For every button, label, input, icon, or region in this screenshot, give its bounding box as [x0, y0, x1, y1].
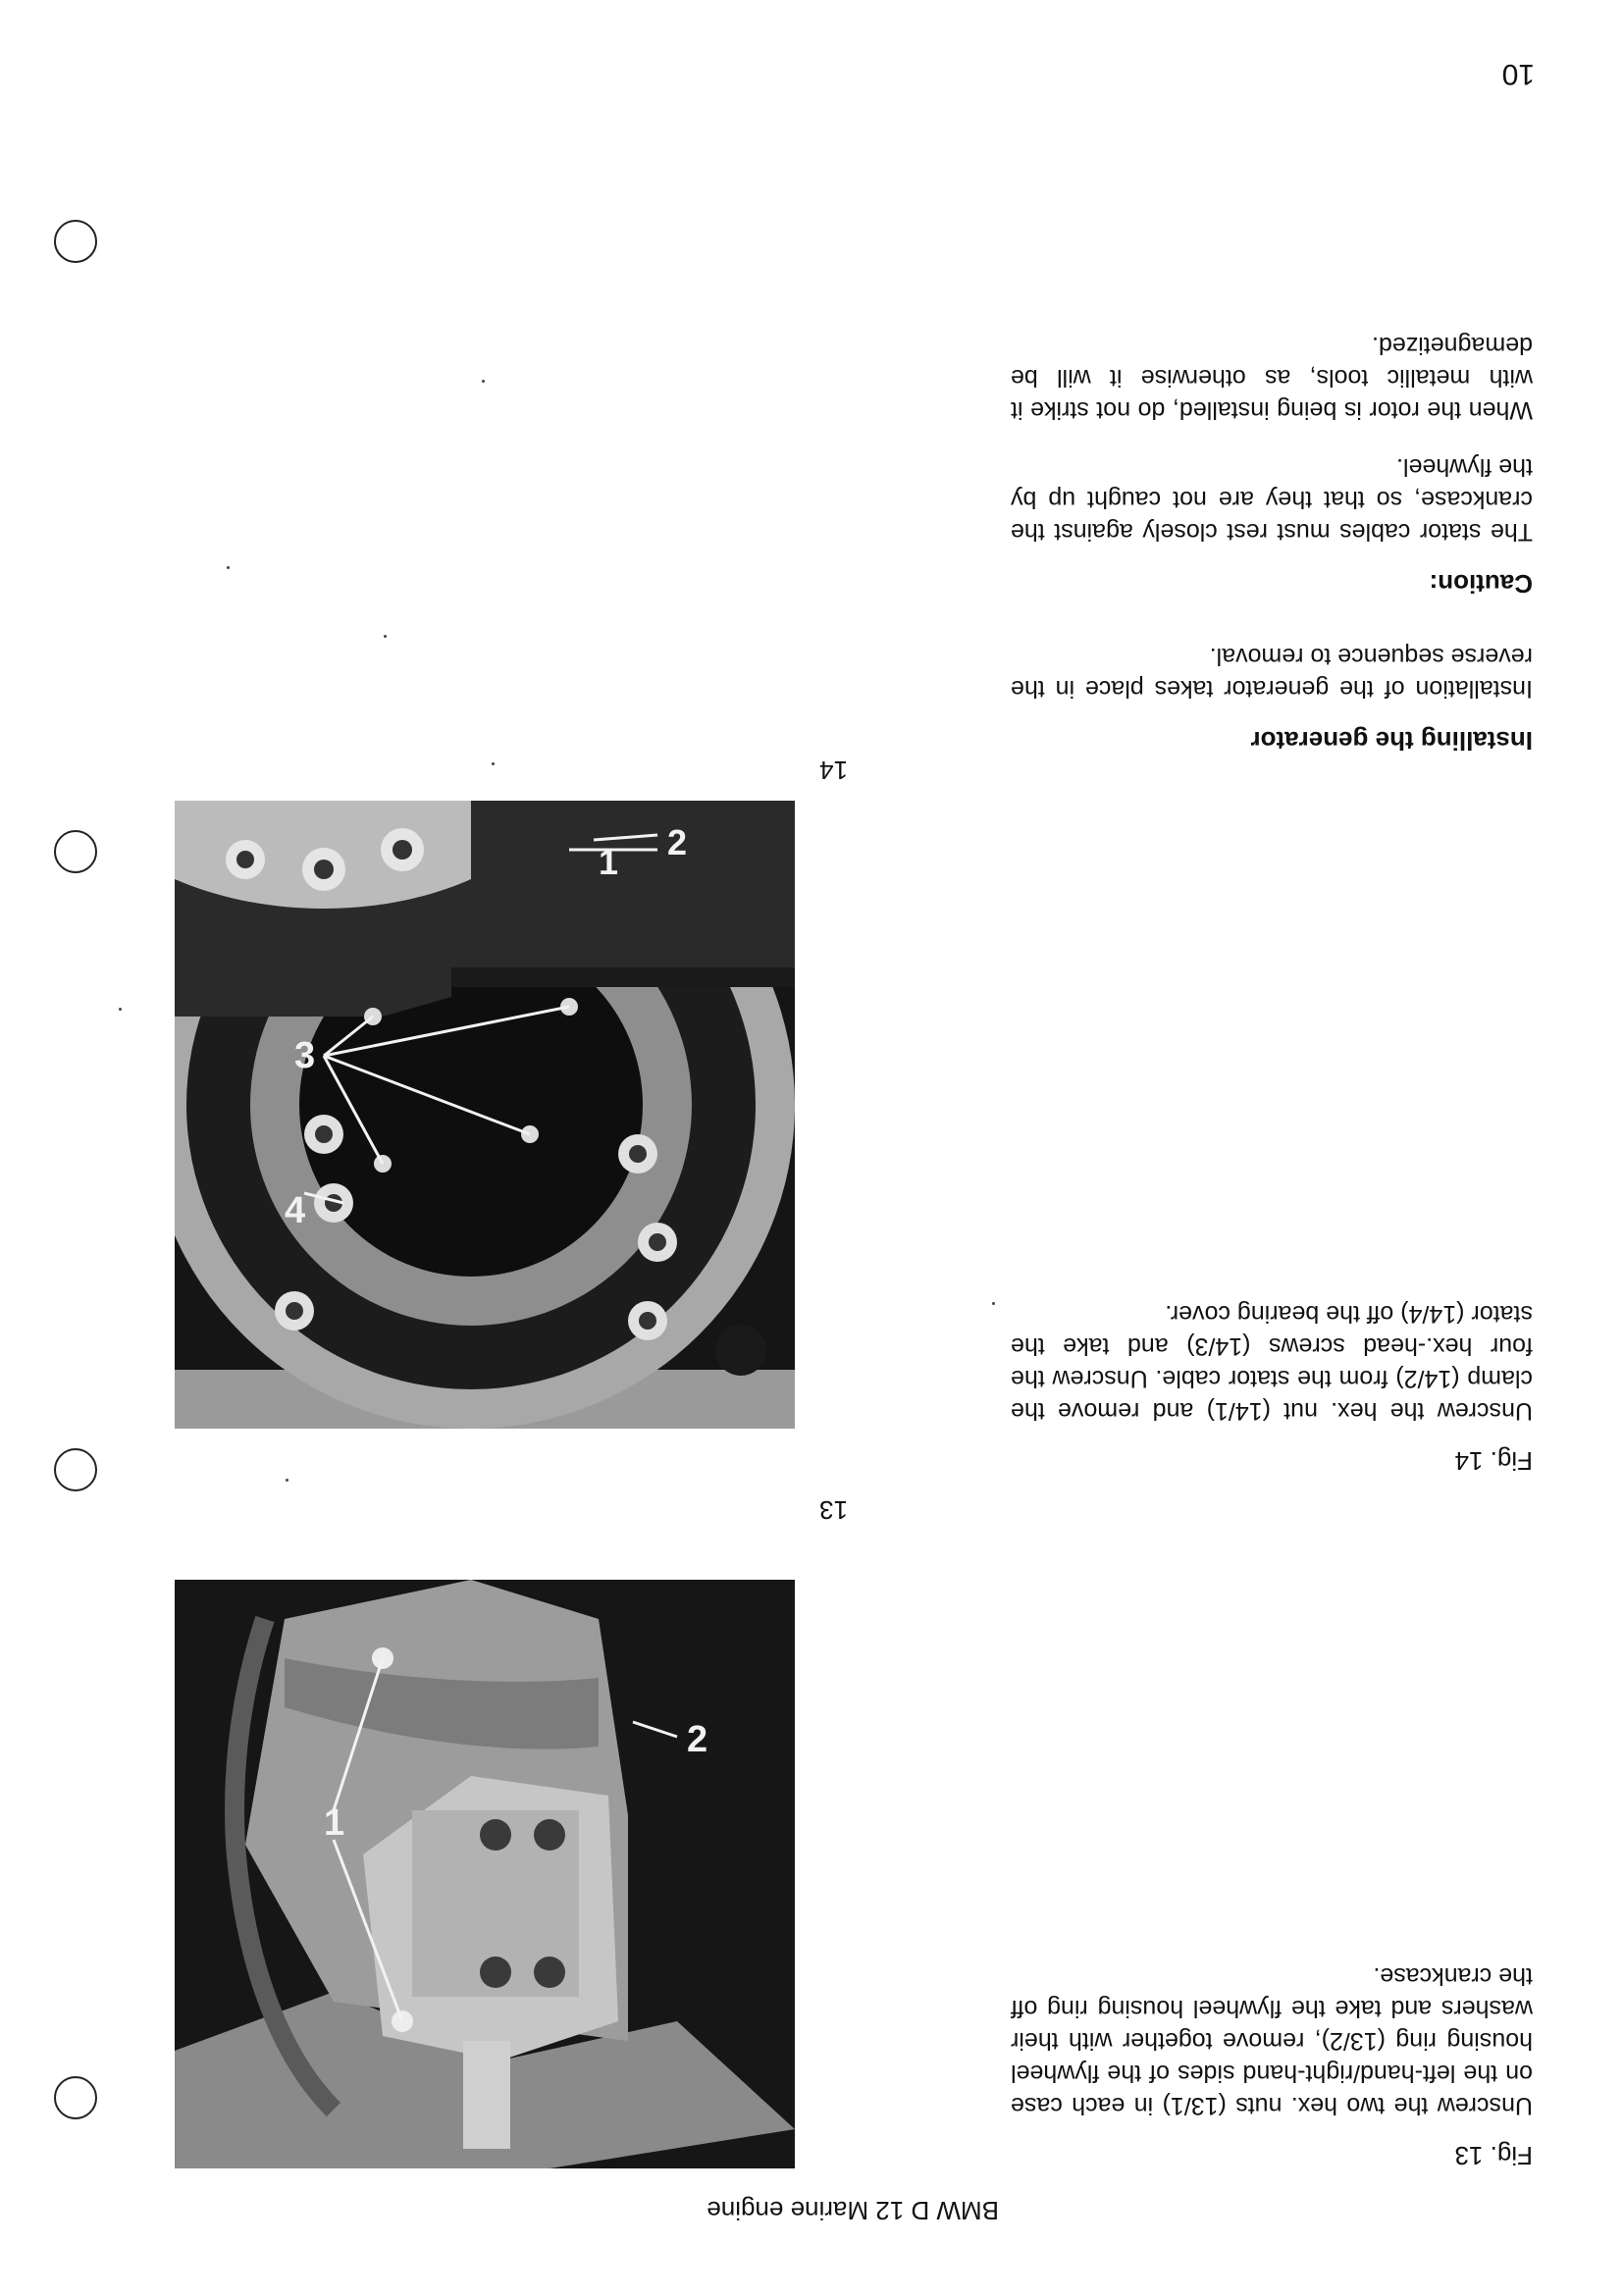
- binder-hole: [54, 220, 97, 263]
- fig13-photo: [175, 1580, 795, 2168]
- fig13-number: 13: [819, 1495, 848, 1525]
- scan-speck: [992, 1302, 995, 1305]
- binder-hole: [54, 830, 97, 873]
- fig14-photo: [175, 801, 795, 1429]
- scan-speck: [492, 762, 495, 765]
- fig14-callout-1: 1: [599, 842, 619, 882]
- installing-heading: Installing the generator: [1250, 726, 1533, 756]
- caution-heading: Caution:: [1429, 569, 1533, 599]
- page-number: 10: [1501, 58, 1535, 90]
- caution-text-1: The stator cables must rest closely against the crankcase, so that they are not caught up by the flywheel.: [1011, 453, 1533, 546]
- caution-text-2: When the rotor is being installed, do not strike it with metallic tools, as otherwise it will be demagnetized.: [1011, 332, 1533, 424]
- scan-speck: [227, 566, 230, 569]
- header-title: BMW D 12 Marine engine: [707, 2196, 999, 2225]
- fig13-callout-1: 1: [324, 1802, 345, 1844]
- scan-speck: [286, 1479, 288, 1482]
- binder-hole: [54, 1448, 97, 1491]
- fig14-callout-3: 3: [294, 1035, 316, 1076]
- fig13-instructions: Unscrew the two hex. nuts (13/1) in each case on the left-hand/right-hand sides of the flywheel housing ring (13/2), remove together with their washers and take the flywheel housing ring off the crankcase.: [1011, 1962, 1533, 2119]
- scan-speck: [119, 1008, 122, 1011]
- fig13-label: Fig. 13: [1454, 2141, 1533, 2170]
- fig14-label: Fig. 14: [1454, 1446, 1533, 1476]
- fig13-photo-drawing: [175, 1580, 795, 2168]
- fig14-number: 14: [819, 756, 848, 785]
- fig14-callout-2: 2: [667, 822, 688, 862]
- fig14-instructions: Unscrew the hex. nut (14/1) and remove the clamp (14/2) from the stator cable. Unscrew the four hex.-head screws (14/3) and take the stator (14/4) off the bearing cover.: [1011, 1300, 1533, 1425]
- fig14-callout-4: 4: [285, 1190, 306, 1231]
- installing-text: Installation of the generator takes place in the reverse sequence to removal.: [1011, 643, 1533, 703]
- fig14-photo-drawing: [175, 801, 795, 1429]
- fig13-callout-2: 2: [687, 1719, 708, 1760]
- scan-speck: [384, 635, 387, 638]
- binder-hole: [54, 2076, 97, 2119]
- scan-speck: [482, 380, 485, 383]
